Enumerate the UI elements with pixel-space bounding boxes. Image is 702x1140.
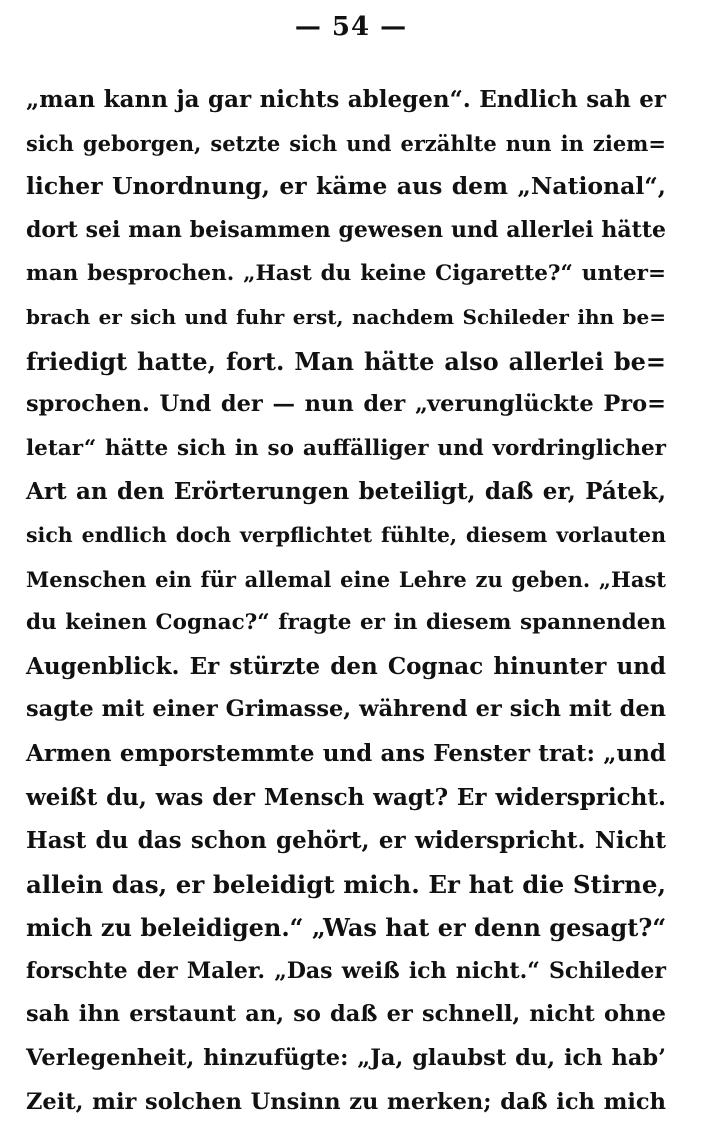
text-line: friedigt hatte, fort. Man hätte also allerlei be=: [26, 346, 666, 376]
text-line: sich endlich doch verpflichtet fühlte, diesem vorlauten: [26, 522, 666, 547]
text-line: licher Unordnung, er käme aus dem „National“,: [26, 172, 666, 201]
text-line: allein das, er beleidigt mich. Er hat die Stirne,: [26, 869, 666, 899]
text-line: weißt du, was der Mensch wagt? Er widerspricht.: [26, 783, 666, 811]
text-line: letar“ hätte sich in so auffälliger und vordringlicher: [26, 435, 666, 461]
text-line: mich zu beleidigen.“ „Was hat er denn gesagt?“: [26, 913, 667, 943]
text-line: Armen emporstemmte und ans Fenster trat: „und: [26, 739, 666, 767]
text-line: sich geborgen, setzte sich und erzählte nun in ziem=: [26, 130, 666, 156]
text-line: Art an den Erörterungen beteiligt, daß er, Pátek,: [26, 478, 666, 506]
text-line: brach er sich und fuhr erst, nachdem Schileder ihn be=: [26, 304, 666, 329]
text-line: forschte der Maler. „Das weiß ich nicht.“ Schileder: [26, 957, 666, 984]
text-line: Verlegenheit, hinzufügte: „Ja, glaubst du, ich hab’: [26, 1045, 666, 1072]
text-line: man besprochen. „Hast du keine Cigarette?“ unter=: [26, 261, 666, 287]
text-block: [26, 78, 666, 1124]
text-line: Augenblick. Er stürzte den Cognac hinunter und: [26, 652, 666, 680]
text-line: du keinen Cognac?“ fragte er in diesem spannenden: [26, 610, 666, 636]
text-line: Menschen ein für allemal eine Lehre zu geben. „Hast: [26, 566, 666, 592]
text-line: sagte mit einer Grimasse, während er sich mit den: [26, 696, 666, 723]
page-number: — 54 —: [294, 12, 408, 42]
text-line: dort sei man beisammen gewesen und allerlei hätte: [26, 216, 666, 243]
text-line: sprochen. Und der — nun der „verunglückte Pro=: [26, 391, 666, 418]
text-line: Hast du das schon gehört, er widerspricht. Nicht: [26, 827, 666, 855]
text-line: Zeit, mir solchen Unsinn zu merken; daß ich mich: [26, 1088, 666, 1115]
text-line: sah ihn erstaunt an, so daß er schnell, nicht ohne: [26, 1001, 666, 1028]
text-line: „man kann ja gar nichts ablegen“. Endlich sah er: [26, 86, 666, 113]
